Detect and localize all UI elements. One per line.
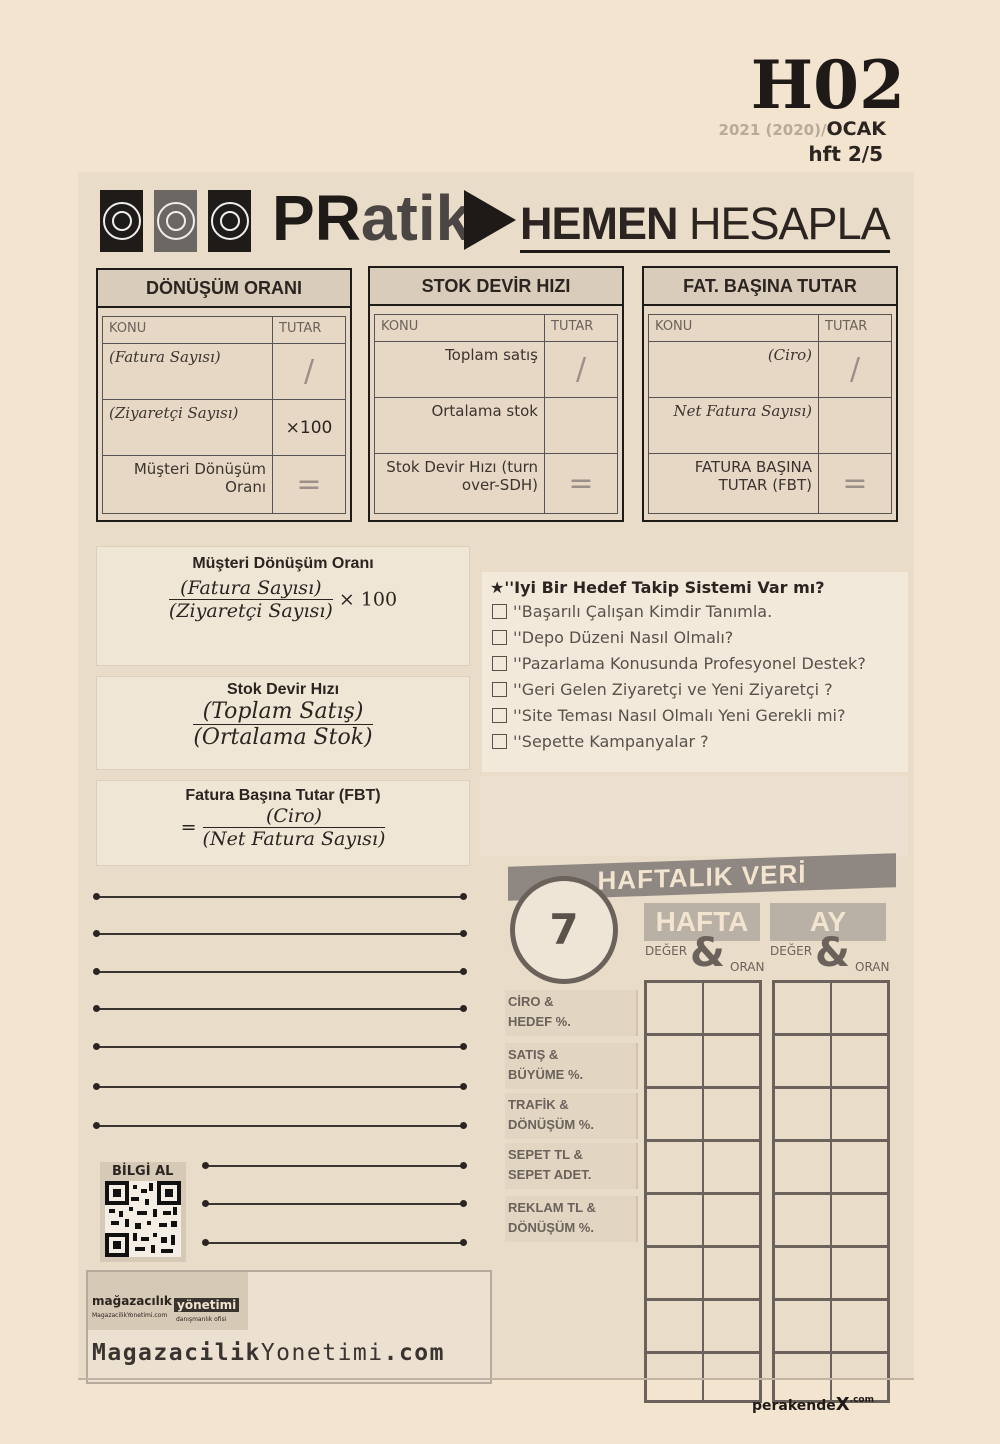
metric-label (505, 1196, 638, 1242)
metric-label (505, 1043, 638, 1089)
formula-stock-turnover (96, 676, 470, 770)
perakende-com: .com (849, 1395, 874, 1405)
calculator-title: FAT. BAŞINA TUTAR (644, 268, 896, 306)
row-input[interactable] (545, 398, 618, 454)
checklist-item-label: ''Pazarlama Konusunda Profesyonel Destek? (513, 654, 866, 673)
site-part-b: Yonetimi (260, 1340, 384, 1366)
numerator: (Ciro) (203, 805, 386, 828)
formula-fraction (169, 577, 333, 622)
target-icon (154, 190, 197, 252)
formula-prefix: = (180, 816, 197, 839)
deger-label: DEĞER (645, 944, 688, 958)
checklist-heading (482, 572, 908, 599)
week-label: hft 2/5 (808, 142, 883, 166)
grid-cell[interactable] (704, 1248, 759, 1298)
hafta-grid (644, 980, 762, 1403)
note-line[interactable] (96, 1008, 464, 1010)
note-line[interactable] (96, 933, 464, 935)
grid-cell[interactable] (832, 1142, 887, 1192)
checklist-item-label: ''Başarılı Çalışan Kimdir Tanımla. (513, 602, 773, 621)
metric-line2: HEDEF %. (508, 1014, 571, 1029)
grid-cell[interactable] (647, 1036, 704, 1086)
metric-line1: TRAFİK & (508, 1097, 569, 1112)
row-label: Müşteri Dönüşüm Oranı (103, 456, 273, 514)
site-part-a: Magazacilik (92, 1340, 261, 1366)
star-icon: ★ (490, 578, 505, 597)
numerator: (Toplam Satış) (193, 699, 372, 725)
grid-cell[interactable] (832, 1195, 887, 1245)
ay-header: AY (770, 903, 886, 941)
denominator: (Net Fatura Sayısı) (202, 828, 386, 850)
formula-title: Stok Devir Hızı (226, 681, 340, 698)
grid-cell[interactable] (704, 1195, 759, 1245)
metric-line1: CİRO & (508, 994, 554, 1009)
checklist-item-label: ''Sepette Kampanyalar ? (513, 732, 709, 751)
row-input[interactable]: = (545, 454, 618, 514)
hafta-header: HAFTA (644, 903, 760, 941)
calculator-table (648, 314, 892, 514)
grid-cell[interactable] (704, 1142, 759, 1192)
note-line[interactable] (96, 896, 464, 898)
note-line[interactable] (96, 1086, 464, 1088)
formula-title: Müşteri Dönüşüm Oranı (192, 555, 374, 572)
grid-cell[interactable] (775, 1036, 832, 1086)
ampersand: & (690, 930, 725, 976)
note-line[interactable] (205, 1203, 464, 1205)
row-label: Toplam satış (375, 342, 545, 398)
metric-label (505, 990, 638, 1036)
checklist-panel (482, 572, 908, 772)
grid-cell[interactable] (775, 983, 832, 1033)
metric-line1: SEPET TL & (508, 1147, 583, 1162)
row-input[interactable]: / (273, 344, 346, 400)
col-tutar: TUTAR (545, 315, 618, 342)
checkbox-icon[interactable] (492, 708, 507, 723)
grid-cell[interactable] (832, 1036, 887, 1086)
col-konu: KONU (375, 315, 545, 342)
grid-cell[interactable] (647, 1301, 704, 1351)
stock-turnover-calculator (368, 266, 624, 522)
year-month (719, 118, 886, 140)
grid-cell[interactable] (775, 1248, 832, 1298)
grid-cell[interactable] (704, 983, 759, 1033)
perakende-x: X (835, 1394, 850, 1415)
checkbox-icon[interactable] (492, 734, 507, 749)
weekly-title: HAFTALIK VERİ (597, 858, 807, 896)
grid-cell[interactable] (775, 1301, 832, 1351)
logo-subtitle: danışmanlık ofisi (176, 1316, 227, 1323)
row-input[interactable]: / (819, 342, 892, 398)
row-input[interactable]: = (819, 454, 892, 514)
play-arrow-icon (464, 190, 516, 250)
col-konu: KONU (103, 317, 273, 344)
grid-cell[interactable] (647, 1195, 704, 1245)
grid-cell[interactable] (832, 983, 887, 1033)
bottom-divider (78, 1378, 914, 1380)
conversion-calculator (96, 268, 352, 522)
note-line[interactable] (205, 1165, 464, 1167)
calculator-title: STOK DEVİR HIZI (370, 268, 622, 306)
denominator: (Ziyaretçi Sayısı) (168, 600, 333, 622)
calculator-table (102, 316, 346, 514)
hemen-hesapla-title (520, 198, 890, 253)
formula-suffix: × 100 (338, 588, 398, 611)
perakende-text: perakende (752, 1398, 836, 1414)
hesapla-word: HESAPLA (677, 198, 890, 249)
row-label: (Fatura Sayısı) (103, 344, 273, 400)
pratik-pr: PR (272, 182, 361, 254)
formula-conversion (96, 546, 470, 666)
hemen-word: HEMEN (520, 198, 678, 249)
formula-invoice-amount (96, 780, 470, 866)
note-line[interactable] (96, 1046, 464, 1048)
checklist-heading-text: ''Iyi Bir Hedef Takip Sistemi Var mı? (504, 578, 825, 597)
row-input[interactable]: ×100 (273, 400, 346, 456)
row-label: Ortalama stok (375, 398, 545, 454)
checkbox-icon[interactable] (492, 656, 507, 671)
website-link[interactable] (92, 1340, 445, 1366)
invoice-amount-calculator (642, 266, 898, 522)
perakendex-logo (752, 1394, 874, 1415)
pratik-rest: atik (360, 182, 472, 254)
month-label: OCAK (826, 118, 886, 140)
checklist-item[interactable] (482, 677, 908, 703)
checklist-item[interactable] (482, 651, 908, 677)
checklist-item-label: ''Depo Düzeni Nasıl Olmalı? (513, 628, 734, 647)
numerator: (Fatura Sayısı) (169, 577, 333, 600)
checklist-item[interactable] (482, 703, 908, 729)
metric-line2: SEPET ADET. (508, 1167, 592, 1182)
grid-cell[interactable] (832, 1248, 887, 1298)
grid-cell[interactable] (704, 1354, 759, 1400)
calculator-table (374, 314, 618, 514)
logo-yonetimi: yönetimi (174, 1298, 239, 1312)
row-label: Stok Devir Hızı (turn over-SDH) (375, 454, 545, 514)
grid-cell[interactable] (647, 983, 704, 1033)
note-line[interactable] (205, 1242, 464, 1244)
logo-url: MagazacilikYonetimi.com (92, 1312, 168, 1319)
metric-label (505, 1093, 638, 1139)
note-line[interactable] (96, 1125, 464, 1127)
grid-cell[interactable] (704, 1301, 759, 1351)
metric-line2: DÖNÜŞÜM %. (508, 1117, 594, 1132)
note-line[interactable] (96, 971, 464, 973)
metric-line1: REKLAM TL & (508, 1200, 596, 1215)
year-label: 2021 (2020)/ (718, 121, 827, 139)
ampersand: & (815, 930, 850, 976)
metric-line2: DÖNÜŞÜM %. (508, 1220, 594, 1235)
metric-line2: BÜYÜME %. (508, 1067, 584, 1082)
denominator: (Ortalama Stok) (193, 725, 373, 750)
logo-magazacilik: mağazacılık (92, 1294, 172, 1308)
col-konu: KONU (649, 315, 819, 342)
metric-label (505, 1143, 638, 1189)
grid-cell[interactable] (647, 1248, 704, 1298)
checklist-item-label: ''Geri Gelen Ziyaretçi ve Yeni Ziyaretçi ? (513, 680, 833, 699)
checkbox-icon[interactable] (492, 604, 507, 619)
day-number: 7 (510, 876, 618, 984)
grid-cell[interactable] (832, 1301, 887, 1351)
deger-label: DEĞER (770, 944, 813, 958)
row-input[interactable]: = (273, 456, 346, 514)
metric-line1: SATIŞ & (508, 1047, 559, 1062)
col-tutar: TUTAR (819, 315, 892, 342)
grid-cell[interactable] (704, 1089, 759, 1139)
formula-title: Fatura Başına Tutar (FBT) (185, 787, 381, 804)
pratik-logo (272, 183, 471, 253)
magazacilik-logo (88, 1272, 248, 1330)
calculator-title: DÖNÜŞÜM ORANI (98, 270, 350, 308)
checklist-item[interactable] (482, 599, 908, 625)
row-label: FATURA BAŞINA TUTAR (FBT) (649, 454, 819, 514)
row-input[interactable]: / (545, 342, 618, 398)
grid-cell[interactable] (704, 1036, 759, 1086)
target-icon (208, 190, 251, 252)
grid-cell[interactable] (647, 1354, 704, 1400)
row-label: (Ciro) (649, 342, 819, 398)
ay-grid (772, 980, 890, 1403)
row-label: (Ziyaretçi Sayısı) (103, 400, 273, 456)
checklist-item-label: ''Site Teması Nasıl Olmalı Yeni Gerekli mi? (513, 706, 846, 725)
grid-cell[interactable] (832, 1089, 887, 1139)
notes-box[interactable] (480, 776, 908, 856)
row-input[interactable] (819, 398, 892, 454)
grid-cell[interactable] (775, 1195, 832, 1245)
row-label: Net Fatura Sayısı) (649, 398, 819, 454)
site-part-c: .com (383, 1340, 445, 1366)
checkbox-icon[interactable] (492, 630, 507, 645)
checklist-item[interactable] (482, 625, 908, 651)
oran-label: ORAN (730, 960, 765, 974)
bilgi-al-label: BİLGİ AL (112, 1164, 174, 1179)
col-tutar: TUTAR (273, 317, 346, 344)
oran-label: ORAN (855, 960, 890, 974)
checklist-item[interactable] (482, 729, 908, 755)
target-icon (100, 190, 143, 252)
grid-cell[interactable] (647, 1089, 704, 1139)
formula-fraction (203, 805, 386, 850)
checkbox-icon[interactable] (492, 682, 507, 697)
qr-code-icon[interactable] (105, 1181, 181, 1257)
grid-cell[interactable] (775, 1142, 832, 1192)
formula-fraction (193, 699, 372, 750)
grid-cell[interactable] (647, 1142, 704, 1192)
document-code: H02 (750, 46, 905, 124)
grid-cell[interactable] (775, 1089, 832, 1139)
qr-panel (100, 1162, 186, 1262)
